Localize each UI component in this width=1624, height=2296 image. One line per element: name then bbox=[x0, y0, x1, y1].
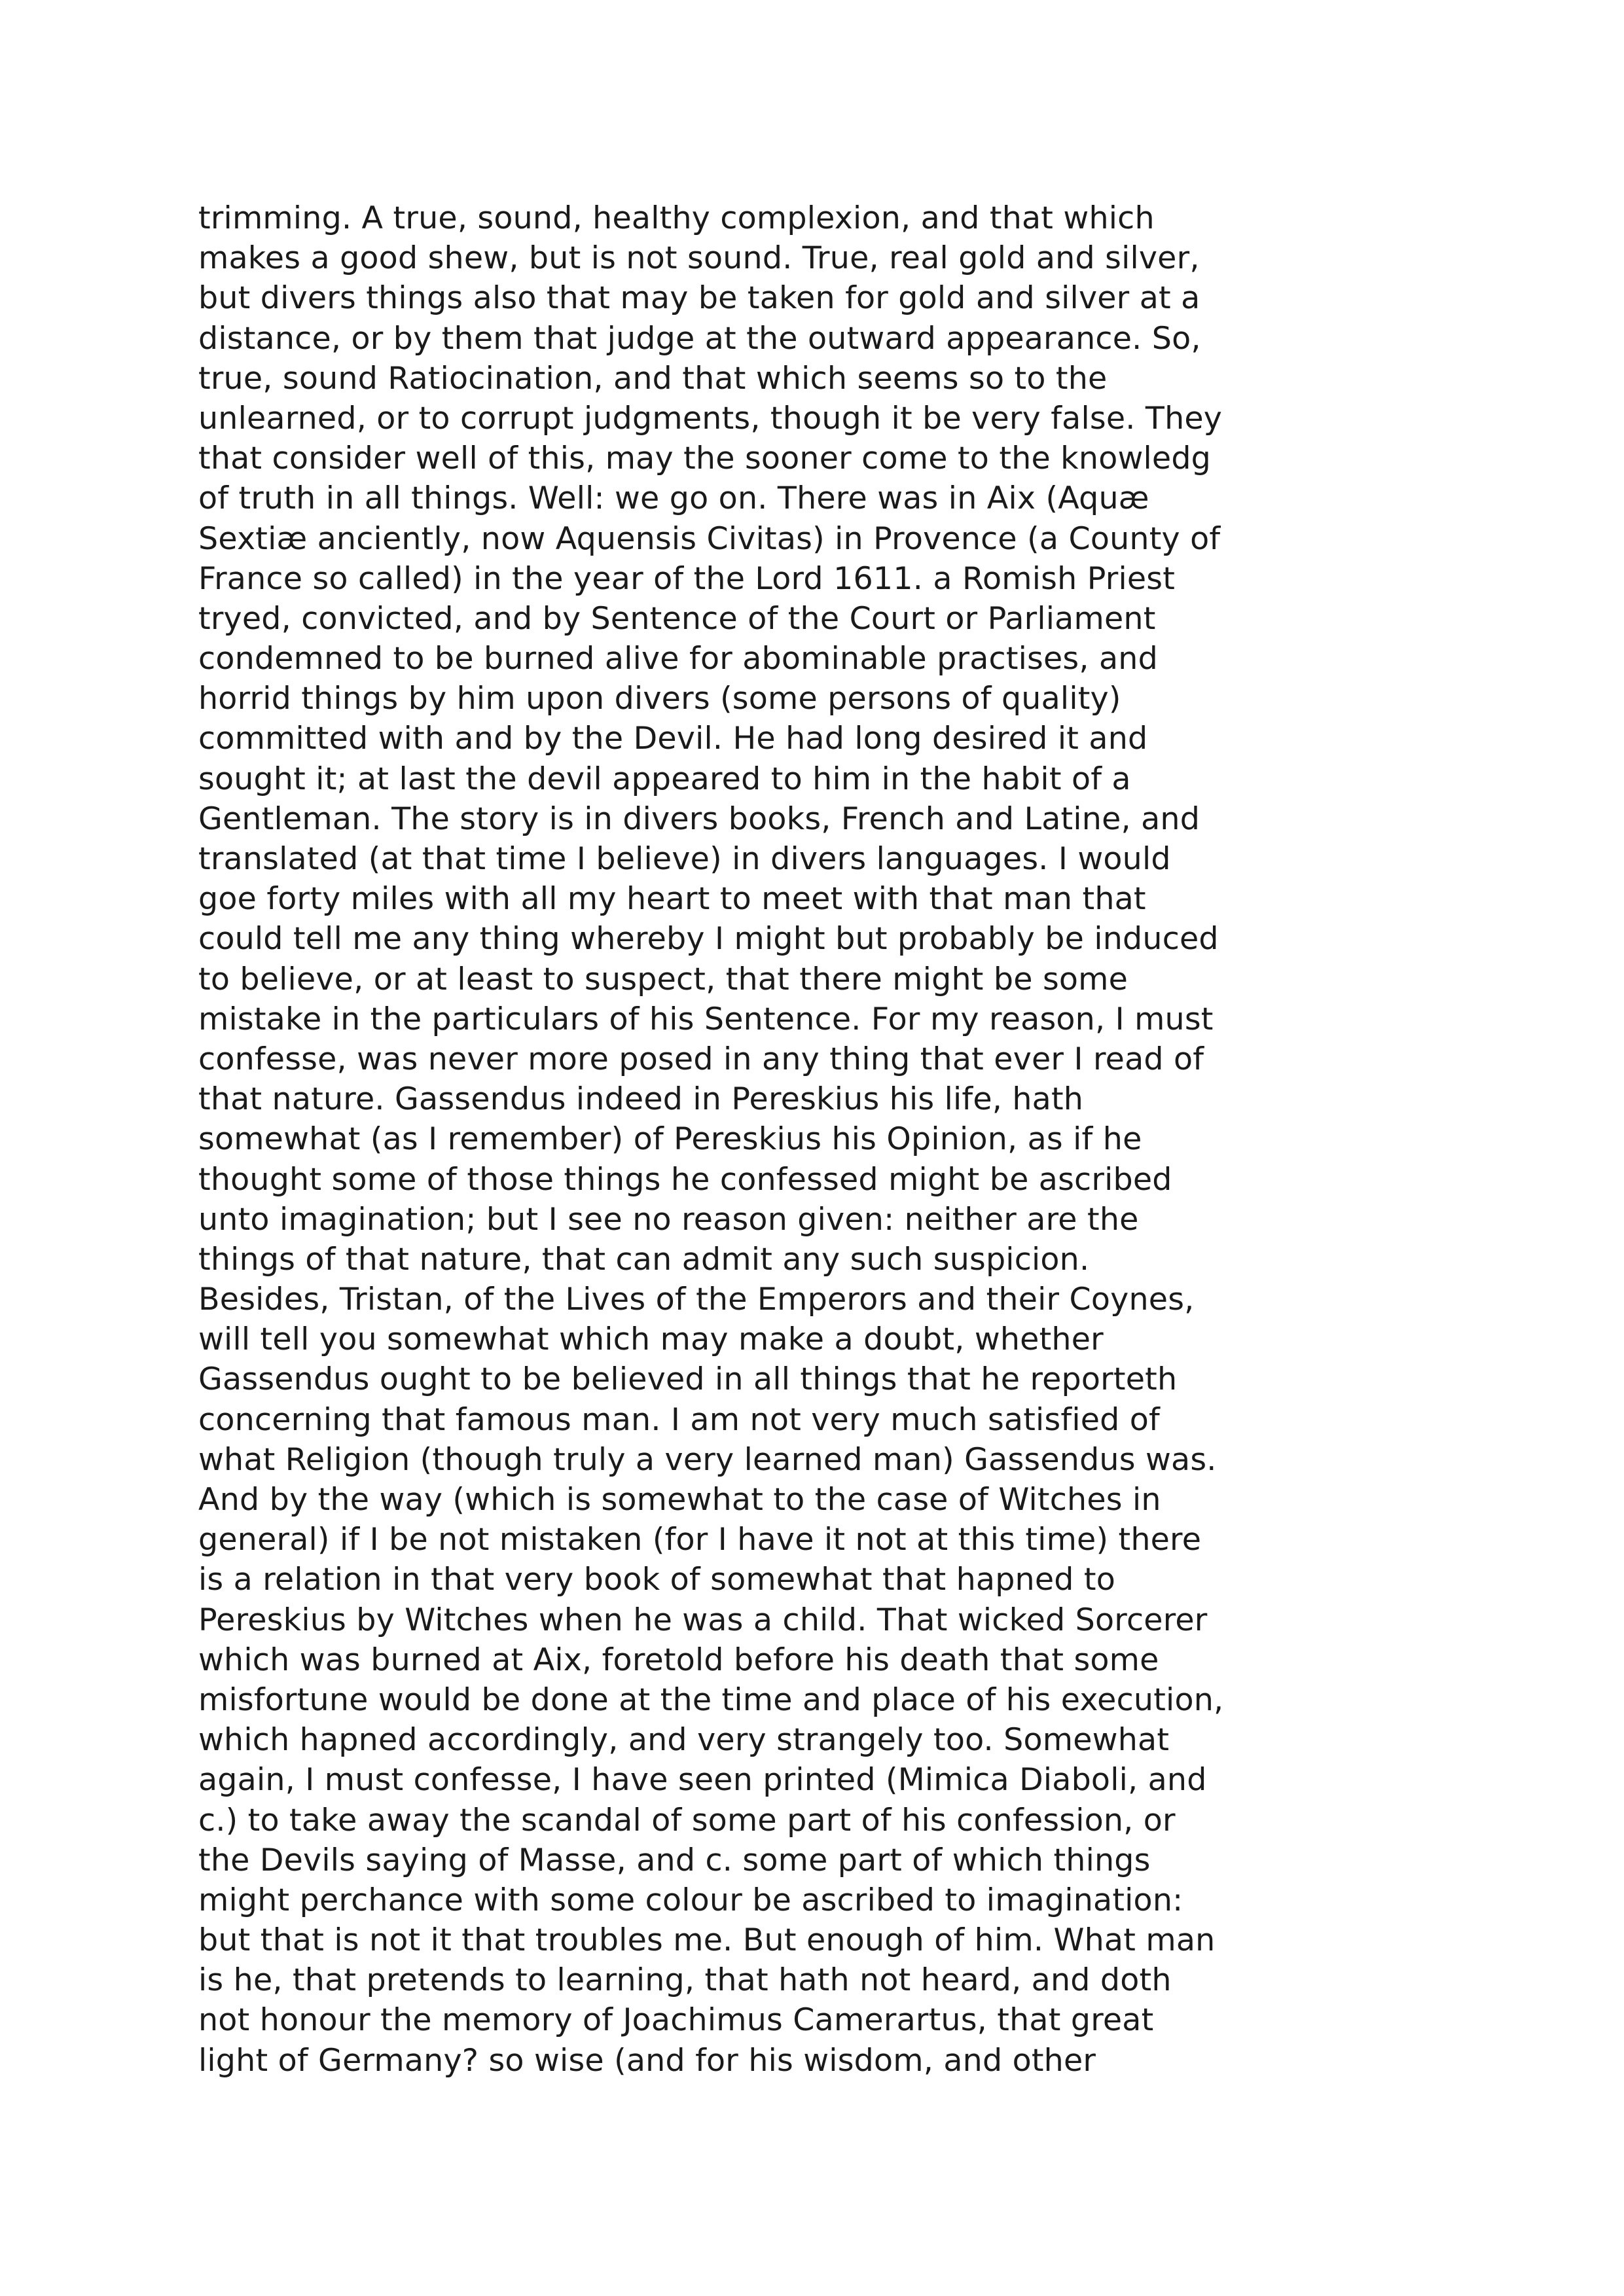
text-line: true, sound Ratiocination, and that which seems so to the bbox=[198, 360, 1108, 397]
text-line: horrid things by him upon divers (some persons of quality) bbox=[198, 681, 1121, 717]
text-line: sought it; at last the devil appeared to him in the habit of a bbox=[198, 761, 1131, 797]
text-line: distance, or by them that judge at the outward appearance. So, bbox=[198, 320, 1201, 357]
text-line: but divers things also that may be taken for gold and silver at a bbox=[198, 280, 1200, 317]
text-line: light of Germany? so wise (and for his wisdom, and other bbox=[198, 2042, 1096, 2079]
body-text bbox=[198, 198, 1442, 2081]
text-line: what Religion (though truly a very learned man) Gassendus was. bbox=[198, 1441, 1217, 1478]
text-line: might perchance with some colour be ascribed to imagination: bbox=[198, 1882, 1183, 1918]
text-line: again, I must confesse, I have seen printed (Mimica Diaboli, and bbox=[198, 1762, 1207, 1799]
text-line: unto imagination; but I see no reason given: neither are the bbox=[198, 1201, 1139, 1238]
text-line: to believe, or at least to suspect, that there might be some bbox=[198, 961, 1128, 997]
text-line: that nature. Gassendus indeed in Pereskius his life, hath bbox=[198, 1081, 1084, 1118]
text-line: thought some of those things he confessed might be ascribed bbox=[198, 1161, 1172, 1198]
text-line: translated (at that time I believe) in divers languages. I would bbox=[198, 841, 1171, 877]
text-line: not honour the memory of Joachimus Camerartus, that great bbox=[198, 2002, 1154, 2039]
text-line: general) if I be not mistaken (for I have it not at this time) there bbox=[198, 1522, 1202, 1558]
text-line: c.) to take away the scandal of some part of his confession, or bbox=[198, 1802, 1176, 1839]
text-line: is he, that pretends to learning, that hath not heard, and doth bbox=[198, 1962, 1172, 1999]
text-line: makes a good shew, but is not sound. True, real gold and silver, bbox=[198, 240, 1200, 277]
text-line: Gassendus ought to be believed in all things that he reporteth bbox=[198, 1361, 1178, 1398]
text-line: Pereskius by Witches when he was a child. That wicked Sorcerer bbox=[198, 1602, 1208, 1638]
text-line: which hapned accordingly, and very strangely too. Somewhat bbox=[198, 1722, 1170, 1759]
text-line: France so called) in the year of the Lord 1611. a Romish Priest bbox=[198, 560, 1176, 597]
text-line: misfortune would be done at the time and place of his execution, bbox=[198, 1681, 1224, 1718]
text-line: things of that nature, that can admit any such suspicion. bbox=[198, 1241, 1090, 1278]
text-line: which was burned at Aix, foretold before his death that some bbox=[198, 1641, 1159, 1678]
text-line: could tell me any thing whereby I might but probably be induced bbox=[198, 921, 1219, 958]
text-line: goe forty miles with all my heart to meet with that man that bbox=[198, 881, 1146, 918]
text-line: tryed, convicted, and by Sentence of the Court or Parliament bbox=[198, 600, 1156, 637]
text-line: Sextiæ anciently, now Aquensis Civitas) in Provence (a County of bbox=[198, 520, 1221, 557]
text-line: And by the way (which is somewhat to the case of Witches in bbox=[198, 1482, 1161, 1518]
text-line: the Devils saying of Masse, and c. some part of which things bbox=[198, 1842, 1151, 1878]
text-line: condemned to be burned alive for abominable practises, and bbox=[198, 641, 1158, 677]
text-line: of truth in all things. Well: we go on. There was in Aix (Aquæ bbox=[198, 480, 1149, 517]
text-line: is a relation in that very book of somewhat that hapned to bbox=[198, 1562, 1116, 1598]
text-line: that consider well of this, may the sooner come to the knowledg bbox=[198, 440, 1212, 477]
text-line: Besides, Tristan, of the Lives of the Emperors and their Coynes, bbox=[198, 1282, 1195, 1318]
text-line: committed with and by the Devil. He had long desired it and bbox=[198, 721, 1148, 757]
text-line: Gentleman. The story is in divers books, French and Latine, and bbox=[198, 800, 1200, 837]
text-line: trimming. A true, sound, healthy complexion, and that which bbox=[198, 200, 1155, 236]
text-line: somewhat (as I remember) of Pereskius his Opinion, as if he bbox=[198, 1121, 1142, 1158]
text-line: unlearned, or to corrupt judgments, though it be very false. They bbox=[198, 400, 1223, 437]
text-line: mistake in the particulars of his Sentence. For my reason, I must bbox=[198, 1001, 1214, 1037]
text-line: concerning that famous man. I am not very much satisfied of bbox=[198, 1401, 1160, 1438]
text-line: confesse, was never more posed in any thing that ever I read of bbox=[198, 1041, 1204, 1077]
text-line: but that is not it that troubles me. But enough of him. What man bbox=[198, 1922, 1216, 1959]
text-line: will tell you somewhat which may make a doubt, whether bbox=[198, 1321, 1104, 1358]
